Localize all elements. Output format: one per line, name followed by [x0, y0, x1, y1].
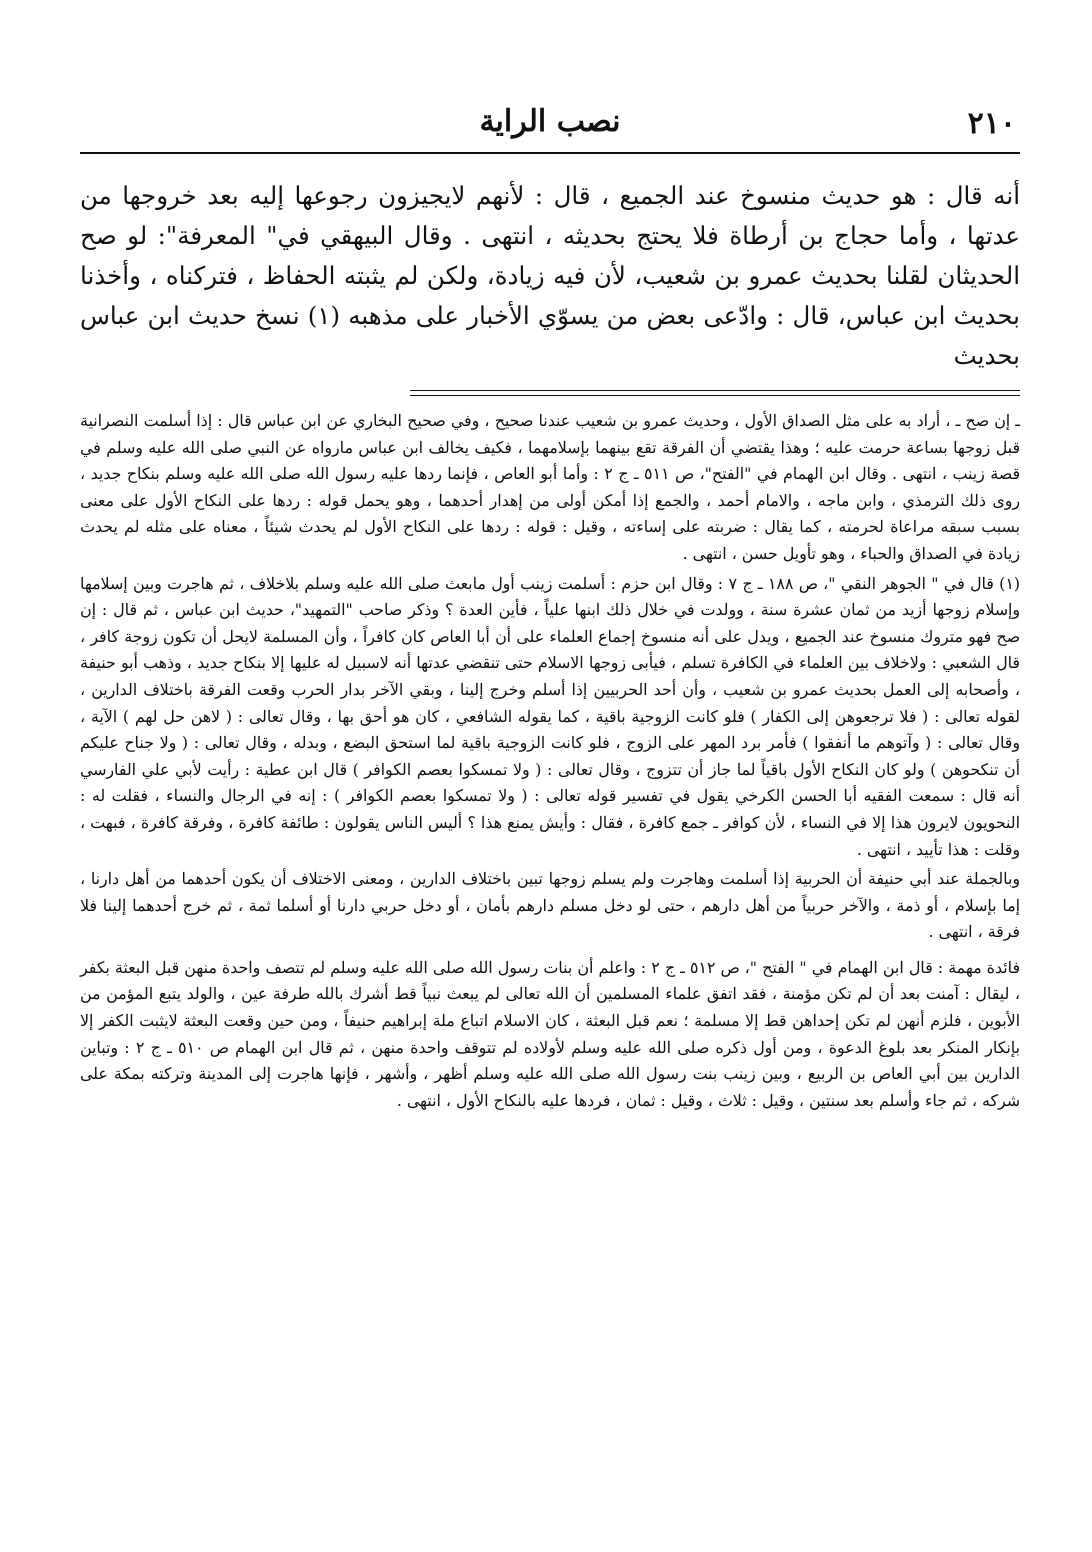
footnote-1: (١) قال في " الجوهر النقي "، ص ١٨٨ ـ ج ٧ : وقال ابن حزم : أسلمت زينب أول مابعث صلى الله عليه وسلم بلاخلاف ، ثم هاجرت وبين إسلامها وإسلام زوجها أزيد من ثمان عشرة سنة ، وولدت في خلال ذلك ابنها علياً ، فأين العدة ؟ وذكر صاحب "التمهيد"، حديث ابن عباس ، ثم قال : إن صح فهو متروك منسوخ عند الجميع ، ويدل على أنه منسوخ إجماع العلماء على أن أبا العاص كان كافراً ، وأن المسلمة لايحل أن تكون زوجة كافر ، قال الشعبي : ولاخلاف بين العلماء في الكافرة تسلم ، فيأبى زوجها الاسلام حتى تنقضي عدتها أنه لاسبيل له عليها إلا بنكاح جديد ، وذهب أبو حنيفة ، وأصحابه إلى العمل بحديث عمرو بن شعيب ، وأن أحد الحربيين إذا أسلم وخرج إلينا ، وبقي الآخر بدار الحرب وقعت الفرقة باختلاف الدارين ، لقوله تعالى : ( فلا ترجعوهن إلى الكفار ) فلو كانت الزوجية باقية ، كما يقوله الشافعي ، كان هو أحق بها ، وقال تعالى : ( لاهن حل لهم ) الآية ، وقال تعالى : ( وآتوهم ما أنفقوا ) فأمر برد المهر على الزوج ، فلو كانت الزوجية باقية لما استحق البضع ، وبدله ، وقال تعالى : ( ولا جناح عليكم أن تنكحوهن ) ولو كان النكاح الأول باقياً لما جاز أن تتزوج ، وقال تعالى : ( ولا تمسكوا بعصم الكوافر ) قال ابن عطية : رأيت لأبي علي الفارسي أنه قال : سمعت الفقيه أبا الحسن الكرخي يقول في تفسير قوله تعالى : ( ولا تمسكوا بعصم الكوافر ) : إنه في الرجال والنساء ، فقلت له : النحويون لايرون هذا إلا في النساء ، لأن كوافر ـ جمع كافرة ، فقال : وأيش يمنع هذا ؟ أليس الناس يقولون : طائفة كافرة ، وفرقة كافرة ، فبهت ، وقلت : هذا تأييد ، انتهى . — [80, 573, 1021, 859]
main-text: أنه قال : هو حديث منسوخ عند الجميع ، قال : لأنهم لايجيزون رجوعها إليه بعد خروجها من عدتها ، وأما حجاج بن أرطاة فلا يحتج بحديثه ، انتهى . وقال البيهقي في" المعرفة": لو صح الحديثان لقلنا بحديث عمرو بن شعيب، لأن فيه زيادة، ولكن لم يثبته الحفاظ ، فتركناه ، وأخذنا بحديث ابن عباس، قال : وادّعى بعض من يسوّي الأخبار على مذهبه (١) نسخ حديث ابن عباس بحديث — [80, 181, 1020, 370]
book-page — [80, 100, 1020, 1114]
footnote-important-note: فائدة مهمة : قال ابن الهمام في " الفتح "، ص ٥١٢ ـ ج ٢ : واعلم أن بنات رسول الله صلى الله عليه وسلم لم تتصف واحدة منهن قبل البعثة بكفر ، ليقال : آمنت بعد أن لم تكن مؤمنة ، فقد اتفق علماء المسلمين أن الله تعالى لم يبعث نبياً قط أشرك بالله طرفة عين ، والولد يتبع المؤمن من الأبوين ، فلزم أنهن لم تكن إحداهن قط إلا مسلمة ؛ نعم قبل البعثة ، كان الاسلام اتباع ملة إبراهيم حنيفاً ، ومن حين وقعت البعثة لايثبت الكفر إلا بإنكار المنكر بعد بلوغ الدعوة ، ومن أول ذكره صلى الله عليه وسلم لأولاده لم تتوقف واحدة منهن ، ثم قال ابن الهمام ص ٥١٠ ـ ج ٢ : وتباين الدارين بين أبي العاص بن الربيع ، وبين زينب بنت رسول الله صلى الله عليه وسلم أظهر ، وأشهر ، فإنها هاجرت إلى المدينة وتركته بمكة على شركه ، ثم جاء وأسلم بعد سنتين ، وقيل : ثلاث ، وقيل : ثمان ، فردها عليه بالنكاح الأول ، انتهى . — [80, 957, 1021, 1110]
footnote-separator — [410, 390, 1020, 396]
footnote-summary: وبالجملة عند أبي حنيفة أن الحربية إذا أسلمت وهاجرت ولم يسلم زوجها تبين باختلاف الدارين ، ومعنى الاختلاف أن يكون أحدهما من أهل دارنا ، إما بإسلام ، أو ذمة ، والآخر حربياً من أهل دارهم ، حتى لو دخل مسلم دارهم بأمان ، أو دخل حربي دارنا أو أسلما ثمة ، ثم خرج أحدهما إلينا فلا فرقة ، انتهى . — [80, 869, 1020, 942]
footnote-continuation: ـ إن صح ـ ، أراد به على مثل الصداق الأول ، وحديث عمرو بن شعيب عندنا صحيح ، وفي صحيح البخاري عن ابن عباس قال : إذا أسلمت النصرانية قبل زوجها بساعة حرمت عليه ؛ وهذا يقتضي أن الفرقة تقع بينهما بإسلامهما ، فكيف يخالف ابن عباس مارواه عن النبي صلى الله عليه وسلم في قصة زينب ، انتهى . وقال ابن الهمام في "الفتح"، ص ٥١١ ـ ج ٢ : وأما أبو العاص ، فإنما ردها عليه رسول الله صلى الله عليه وسلم بنكاح جديد ، روى ذلك الترمذي ، وابن ماجه ، والامام أحمد ، والجمع إذا أمكن أولى من إهدار أحدهما ، وهو يحمل قوله : ردها على النكاح الأول على معنى بسبب سبقه مراعاة لحرمته ، كما يقال : ضربته على إساءته ، وقيل : قوله : ردها على النكاح الأول لم يحدث شيئاً ، معناه على مثله لم يحدث زيادة في الصداق والحباء ، وهو تأويل حسن ، انتهى . — [80, 411, 1021, 563]
page-title: نصب الراية — [479, 104, 621, 139]
page-number: ٢١٠ — [967, 106, 1016, 141]
page-header — [80, 100, 1020, 154]
